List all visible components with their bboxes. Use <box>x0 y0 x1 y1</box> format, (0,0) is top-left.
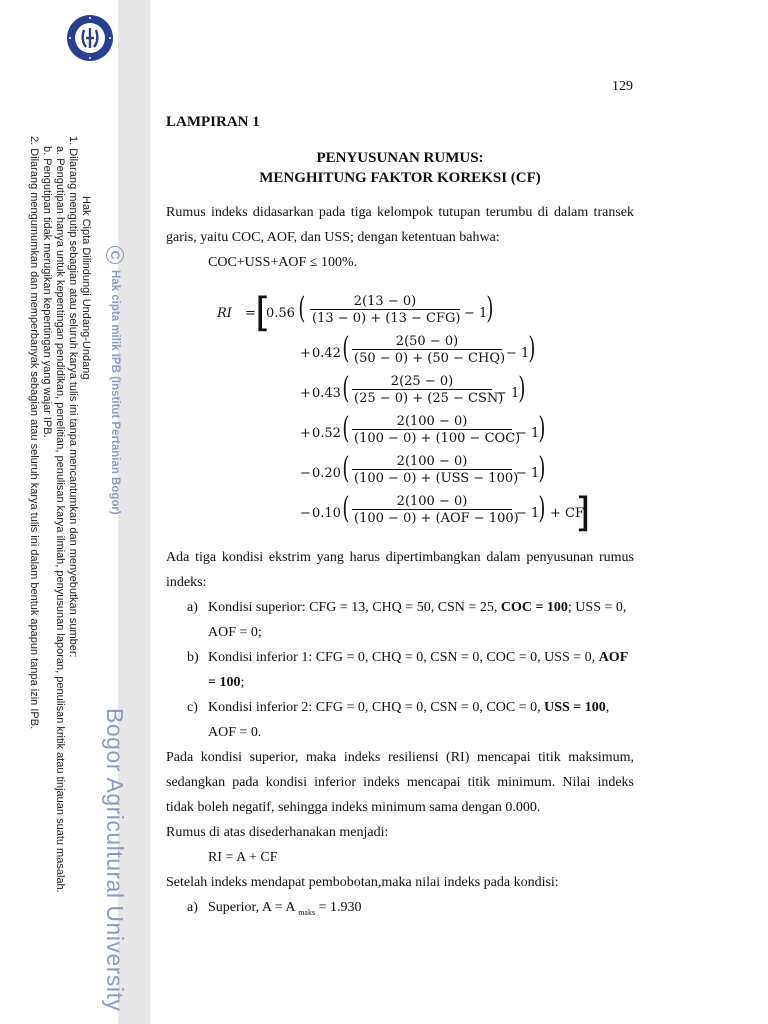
extreme-intro-line1: Ada tiga kondisi ekstrim yang harus dipertimbangkan dalam penyusunan rumus <box>166 550 634 565</box>
intro-line2: garis, yaitu COC, AOF, dan USS; dengan ketentuan bahwa: <box>166 230 500 245</box>
ri-formula: RI = [ 0.56 ( 2(13 − 0) (13 − 0) + (13 − CFG) − 1 ) + 0.42 ( 2(50 − 0) (50 − 0) + (50 − CHQ) − 1 ) + 0.43 ( 2(25 − 0) (25 − 0) + (25 − CSN) − 1 ) + 0.52 ( 2(100 − 0) (100 − 0) + (100 − COC) − 1 ) − 0.20 ( 2(100 − 0) (100 − 0) + (USS − 100) − 1 ) − 0.10 ( 2(100 − 0) (100 − 0) + (AOF − 100) − 1 ) + CF ] <box>217 290 591 536</box>
open-bracket: [ <box>255 290 271 336</box>
simplified-intro: Rumus di atas disederhanakan menjadi: <box>166 825 389 840</box>
superior-value: Superior, A = A $_{maks}$ = 1.930 <box>208 900 362 917</box>
copyright-rules: Hak Cipta Dilindungi Undang-Undang 1. Dilarang mengutip sebagian atau seluruh karya tulis ini tanpa mencantumkan dan menyebutkan sumber: a. Pengutipan hanya untuk kepentingan pendidikan, penelitian, penulisan karya ilmiah, penyusunan laporan, penulisan kritik atau tinjauan suatu masalah. b. Pengutipan tidak merugikan kepentingan yang wajar IPB. 2. Dilarang mengumumkan dan memperbanyak sebagian atau seluruh karya tulis ini dalam bentuk apapun tanpa izin IPB. <box>28 136 92 893</box>
copyright-notice: CHak cipta milik IPB (Institut Pertanian Bogor) <box>106 246 124 515</box>
close-bracket: ] <box>575 490 591 536</box>
extreme-intro-line2: indeks: <box>166 575 207 590</box>
simplified-formula: RI = A + CF <box>208 850 278 865</box>
item-a-line1: Kondisi superior: CFG = 13, CHQ = 50, CSN = 25, COC = 100; USS = 0, <box>208 600 627 615</box>
item-b-line1: Kondisi inferior 1: CFG = 0, CHQ = 0, CSN = 0, COC = 0, USS = 0, AOF <box>208 650 629 665</box>
weighting-text: Setelah indeks mendapat pembobotan,maka nilai indeks pada kondisi: <box>166 875 559 890</box>
intro-line1: Rumus indeks didasarkan pada tiga kelompok tutupan terumbu di dalam transek <box>166 205 634 220</box>
para2-line1: Pada kondisi superior, maka indeks resiliensi (RI) mencapai titik maksimum, <box>166 750 634 765</box>
university-watermark: Bogor Agricultural University <box>102 708 128 1012</box>
document-title-line2: MENGHITUNG FAKTOR KOREKSI (CF) <box>259 170 541 186</box>
item-c-line2: AOF = 0. <box>208 725 262 740</box>
formula-cf: + CF <box>550 506 584 521</box>
ipb-logo-icon <box>66 14 114 67</box>
item-a-line2: AOF = 0; <box>208 625 262 640</box>
item-label: a) <box>187 600 198 615</box>
copyright-icon: C <box>106 246 124 264</box>
appendix-heading: LAMPIRAN 1 <box>166 114 260 130</box>
item-b-line2: = 100; <box>208 675 245 690</box>
condition-text: COC+USS+AOF ≤ 100%. <box>208 255 358 270</box>
para2-line3: tidak boleh negatif, sehingga indeks minimum sama dengan 0.000. <box>166 800 541 815</box>
page-number: 129 <box>612 79 633 94</box>
item-label: b) <box>187 650 199 665</box>
item-c-line1: Kondisi inferior 2: CFG = 0, CHQ = 0, CSN = 0, COC = 0, USS = 100, <box>208 700 610 715</box>
formula-equals: = <box>245 306 256 321</box>
superior-label: a) <box>187 900 198 915</box>
document-title-line1: PENYUSUNAN RUMUS: <box>316 150 484 166</box>
para2-line2: sedangkan pada kondisi inferior indeks mencapai titik minimum. Nilai indeks <box>166 775 634 790</box>
formula-lhs: RI <box>217 306 232 321</box>
item-label: c) <box>187 700 198 715</box>
